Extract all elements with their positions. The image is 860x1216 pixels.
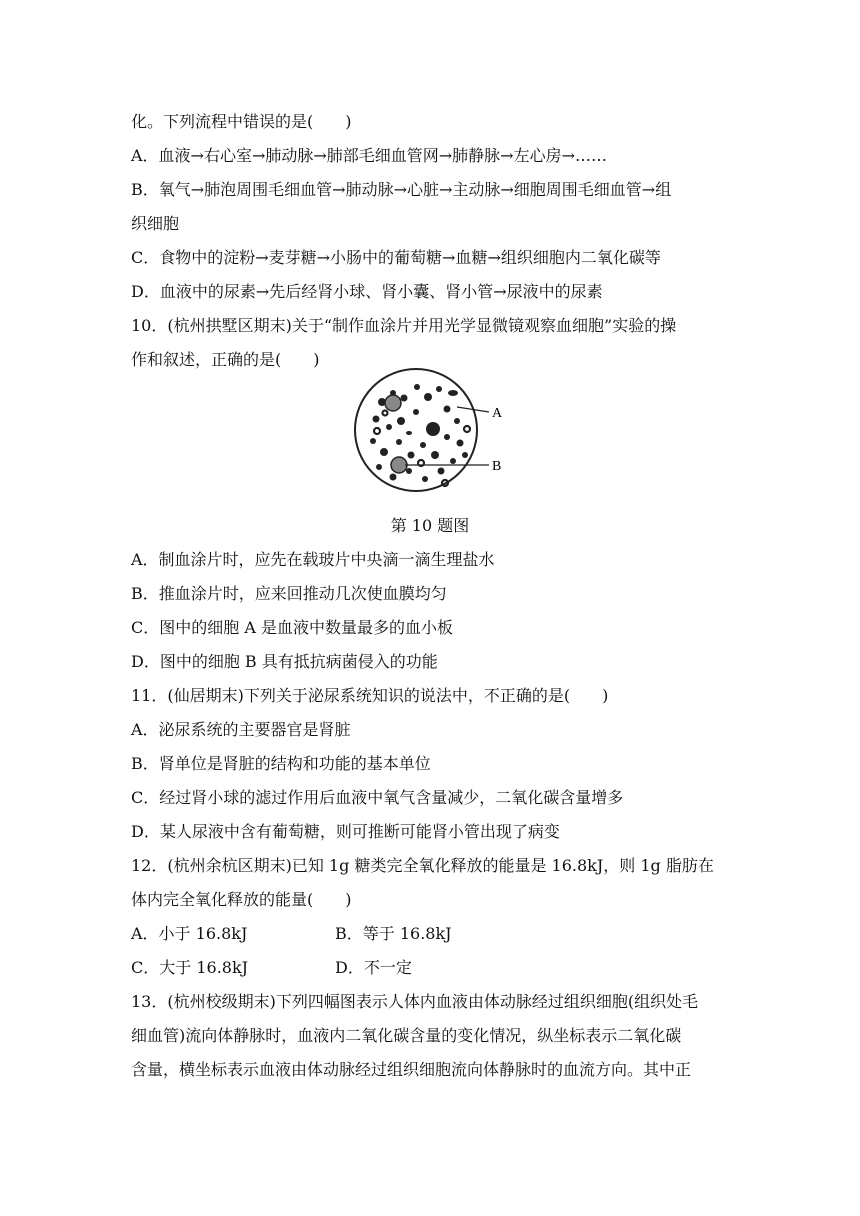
text-line: B．推血涂片时，应来回推动几次使血膜均匀 bbox=[131, 584, 447, 603]
figure-caption: 第 10 题图 bbox=[390, 516, 470, 535]
text-line: C．食物中的淀粉→麦芽糖→小肠中的葡萄糖→血糖→组织细胞内二氧化碳等 bbox=[131, 248, 661, 267]
option-c: C．大于 16.8kJ bbox=[131, 958, 249, 977]
text-line: C．图中的细胞 A 是血液中数量最多的血小板 bbox=[131, 618, 453, 637]
question-12-stem: 12．(杭州余杭区期末)已知 1g 糖类完全氧化释放的能量是 16.8kJ，则 1g 脂肪在 bbox=[131, 856, 714, 875]
text-line: 细血管)流向体静脉时，血液内二氧化碳含量的变化情况，纵坐标表示二氧化碳 bbox=[131, 1026, 682, 1045]
figure-label-b: B bbox=[492, 459, 502, 474]
option-b: B．等于 16.8kJ bbox=[335, 924, 452, 943]
question-11-stem: 11．(仙居期末)下列关于泌尿系统知识的说法中，不正确的是( ) bbox=[131, 686, 609, 705]
text-line: 作和叙述，正确的是( ) bbox=[131, 350, 320, 369]
blood-smear-figure bbox=[349, 357, 511, 502]
text-line: D．血液中的尿素→先后经肾小球、肾小囊、肾小管→尿液中的尿素 bbox=[131, 282, 603, 301]
figure-label-a: A bbox=[492, 406, 503, 421]
text-line: 织细胞 bbox=[131, 214, 180, 233]
text-line: 含量，横坐标表示血液由体动脉经过组织细胞流向体静脉时的血流方向。其中正 bbox=[131, 1060, 692, 1079]
option-d: D．不一定 bbox=[335, 958, 412, 977]
dark-cell bbox=[426, 422, 440, 436]
cell-a-marker bbox=[385, 395, 401, 411]
text-line: C．经过肾小球的滤过作用后血液中氧气含量减少，二氧化碳含量增多 bbox=[131, 788, 624, 807]
text-line: B．氧气→肺泡周围毛细血管→肺动脉→心脏→主动脉→细胞周围毛细血管→组 bbox=[131, 180, 672, 199]
text-line: A．血液→右心室→肺动脉→肺部毛细血管网→肺静脉→左心房→…… bbox=[131, 146, 607, 165]
question-10-stem: 10．(杭州拱墅区期末)关于“制作血涂片并用光学显微镜观察血细胞”实验的操 bbox=[131, 316, 677, 335]
text-line: D．某人尿液中含有葡萄糖，则可推断可能肾小管出现了病变 bbox=[131, 822, 560, 841]
text-line: B．肾单位是肾脏的结构和功能的基本单位 bbox=[131, 754, 431, 773]
text-line: A．制血涂片时，应先在载玻片中央滴一滴生理盐水 bbox=[131, 550, 495, 569]
cell-b-marker bbox=[391, 457, 407, 473]
question-13-stem: 13．(杭州校级期末)下列四幅图表示人体内血液由体动脉经过组织细胞(组织处毛 bbox=[131, 992, 699, 1011]
text-line: 体内完全氧化释放的能量( ) bbox=[131, 890, 352, 909]
text-line: D．图中的细胞 B 具有抵抗病菌侵入的功能 bbox=[131, 652, 438, 671]
text-line: 化。下列流程中错误的是( ) bbox=[131, 112, 352, 131]
option-a: A．小于 16.8kJ bbox=[131, 924, 248, 943]
text-line: A．泌尿系统的主要器官是肾脏 bbox=[131, 720, 351, 739]
